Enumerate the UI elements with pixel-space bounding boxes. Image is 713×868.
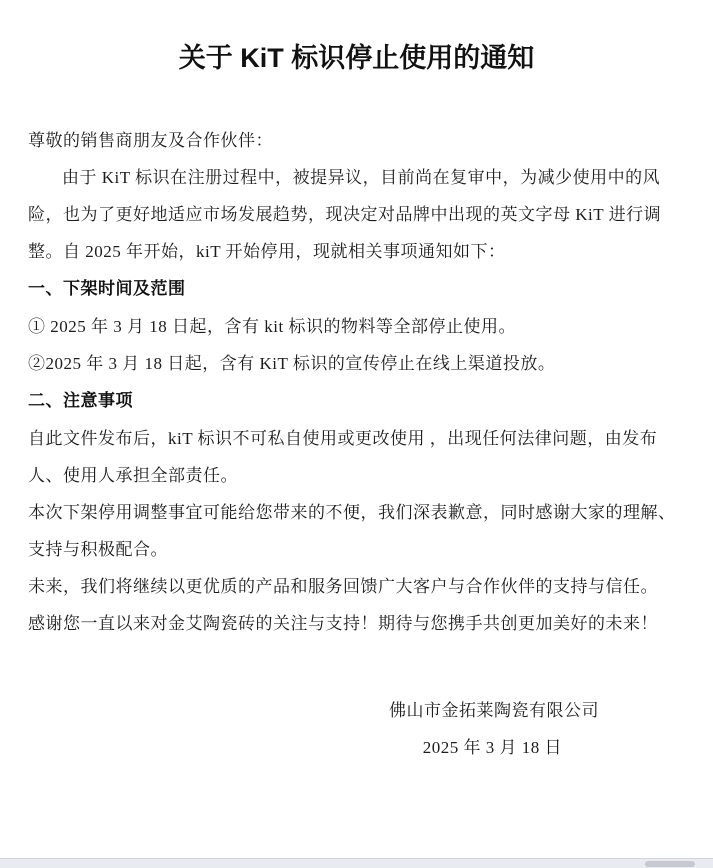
intro-paragraph: 由于 KiT 标识在注册过程中，被提异议，目前尚在复审中，为减少使用中的风险，也为了更好地适应市场发展趋势，现决定对品牌中出现的英文字母 KiT 进行调整。自 2025 年开始，kiT 开始停用，现就相关事项通知如下： [28, 168, 662, 261]
section-2-paragraph-1: 自此文件发布后，kiT 标识不可私自使用或更改使用 ，出现任何法律问题，由发布人、使用人承担全部责任。 [28, 429, 658, 485]
signature-block [28, 692, 685, 766]
salutation: 尊敬的销售商朋友及合作伙伴： [28, 131, 273, 150]
section-2-paragraph-2: 本次下架停用调整事宜可能给您带来的不便，我们深表歉意，同时感谢大家的理解、支持与积极配合。 [28, 503, 676, 559]
section-2-heading: 二、注意事项 [28, 391, 133, 410]
section-1-item-2: ②2025 年 3 月 18 日起，含有 KiT 标识的宣传停止在线上渠道投放。 [28, 354, 556, 373]
section-1-item-1: ① 2025 年 3 月 18 日起，含有 kit 标识的物料等全部停止使用。 [28, 317, 516, 336]
section-2-paragraph-3: 未来，我们将继续以更优质的产品和服务回馈广大客户与合作伙伴的支持与信任。 [28, 577, 658, 596]
section-2-paragraph-4: 感谢您一直以来对金艾陶瓷砖的关注与支持！期待与您携手共创更加美好的未来！ [28, 614, 658, 633]
horizontal-scrollbar-track[interactable] [0, 858, 713, 868]
signature-company: 佛山市金拓莱陶瓷有限公司 [389, 701, 599, 720]
section-1-heading: 一、下架时间及范围 [28, 279, 186, 298]
horizontal-scrollbar-thumb[interactable] [645, 861, 695, 867]
document-title: 关于 KiT 标识停止使用的通知 [178, 43, 535, 73]
signature-date: 2025 年 3 月 18 日 [422, 738, 562, 757]
